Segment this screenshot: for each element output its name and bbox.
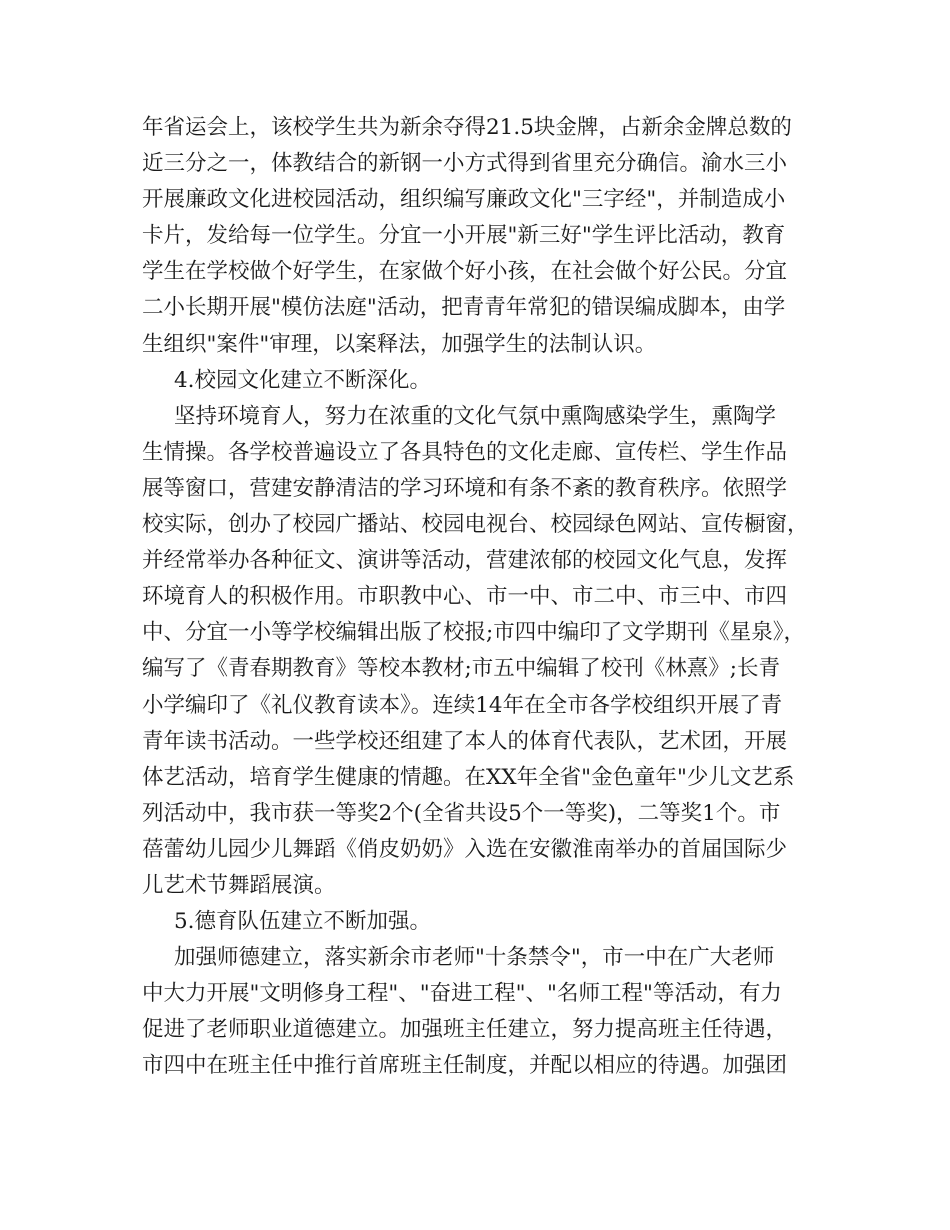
text-line: 青年读书活动。一些学校还组建了本人的体育代表队，艺术团，开展 [142, 728, 788, 754]
text-line: 近三分之一，体教结合的新钢一小方式得到省里充分确信。渝水三小 [142, 151, 788, 177]
body-text [142, 110, 822, 1085]
text-line: 开展廉政文化进校园活动，组织编写廉政文化"三字经"，并制造成小 [142, 187, 786, 213]
text-line: 校实际，创办了校园广播站、校园电视台、校园绿色网站、宣传橱窗， [142, 512, 809, 538]
text-line: 市四中在班主任中推行首席班主任制度，并配以相应的待遇。加强团 [142, 1053, 788, 1079]
text-line: 生组织"案件"审理，以案释法，加强学生的法制认识。 [142, 331, 657, 357]
text-line: 坚持环境育人，努力在浓重的文化气氛中熏陶感染学生，熏陶学 [174, 403, 777, 429]
section-heading: 4.校园文化建立不断深化。 [174, 367, 432, 393]
text-line: 展等窗口，营建安静清洁的学习环境和有条不紊的教育秩序。依照学 [142, 475, 788, 501]
text-line: 卡片，发给每一位学生。分宜一小开展"新三好"学生评比活动，教育 [142, 223, 786, 249]
text-line: 小学编印了《礼仪教育读本》。连续14年在全市各学校组织开展了青 [142, 692, 783, 718]
text-line: 生情操。各学校普遍设立了各具特色的文化走廊、宣传栏、学生作品 [142, 439, 788, 465]
text-line: 蓓蕾幼儿园少儿舞蹈《俏皮奶奶》入选在安徽淮南举办的首届国际少 [142, 836, 788, 862]
text-line: 列活动中，我市获一等奖2个(全省共设5个一等奖)，二等奖1个。市 [142, 800, 781, 826]
text-line: 加强师德建立，落实新余市老师"十条禁令"，市一中在广大老师 [174, 945, 775, 971]
text-line: 编写了《青春期教育》等校本教材;市五中编辑了校刊《林熹》;长青 [142, 656, 780, 682]
text-line: 中大力开展"文明修身工程"、"奋进工程"、"名师工程"等活动，有力 [142, 981, 782, 1007]
text-line: 促进了老师职业道德建立。加强班主任建立，努力提高班主任待遇， [142, 1017, 788, 1043]
text-line: 中、分宜一小等学校编辑出版了校报;市四中编印了文学期刊《星泉》， [142, 620, 805, 646]
text-line: 儿艺术节舞蹈展演。 [142, 872, 336, 898]
text-line: 并经常举办各种征文、演讲等活动，营建浓郁的校园文化气息，发挥 [142, 548, 788, 574]
text-line: 学生在学校做个好学生，在家做个好小孩，在社会做个好公民。分宜 [142, 259, 788, 285]
text-line: 体艺活动，培育学生健康的情趣。在XX年全省"金色童年"少儿文艺系 [142, 764, 795, 790]
text-line: 环境育人的积极作用。市职教中心、市一中、市二中、市三中、市四 [142, 584, 788, 610]
text-line: 二小长期开展"模仿法庭"活动，把青青年常犯的错误编成脚本，由学 [142, 295, 786, 321]
section-heading: 5.德育队伍建立不断加强。 [174, 909, 432, 935]
text-line: 年省运会上，该校学生共为新余夺得21.5块金牌，占新余金牌总数的 [142, 115, 792, 140]
